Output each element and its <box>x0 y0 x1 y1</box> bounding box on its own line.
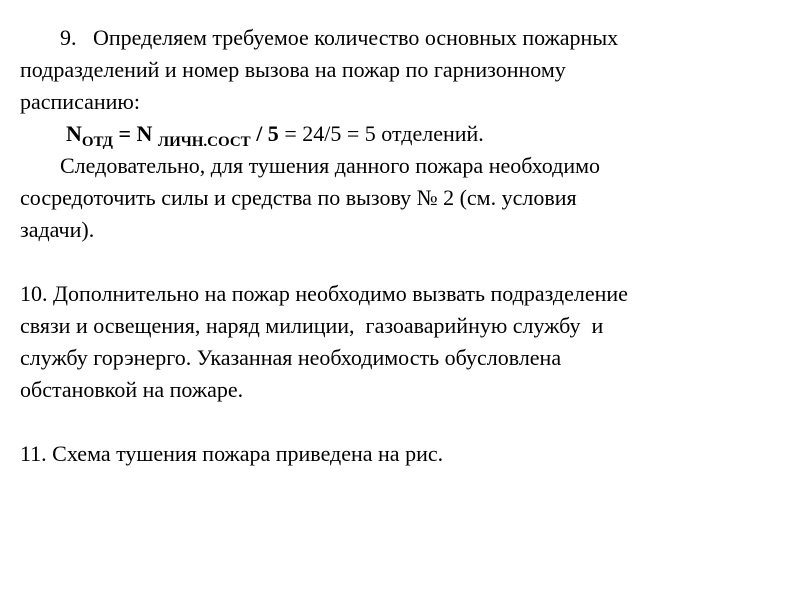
conclusion-line-2: сосредоточить силы и средства по вызову № 2 (см. условия <box>20 185 577 210</box>
item-9-number: 9. <box>60 25 77 50</box>
formula-n-symbol: N <box>66 121 82 146</box>
formula-sub-lichn: ЛИЧН.СОСТ <box>157 134 251 150</box>
item-10-line-1: 10. Дополнительно на пожар необходимо вызвать подразделение <box>20 281 628 306</box>
formula-equals-n: = N <box>112 121 158 146</box>
item-9-line-1 <box>60 22 618 54</box>
item-9-line-2: подразделений и номер вызова на пожар по гарнизонному <box>20 57 566 82</box>
item-10-line-4: обстановкой на пожаре. <box>20 377 244 402</box>
formula-line <box>66 118 484 150</box>
item-9-heading-text: Определяем требуемое количество основных пожарных <box>93 25 619 50</box>
conclusion-line-3: задачи). <box>20 217 95 242</box>
item-9-line-3: расписанию: <box>20 89 140 114</box>
formula-sub-otd: ОТД <box>81 134 113 150</box>
conclusion-line-1: Следовательно, для тушения данного пожара необходимо <box>60 153 601 178</box>
item-10-line-2: связи и освещения, наряд милиции, газоаварийную службу и <box>20 313 604 338</box>
item-11-line-1: 11. Схема тушения пожара приведена на рис. <box>20 441 444 466</box>
item-10-line-3: службу горэнерго. Указанная необходимость обусловлена <box>20 345 562 370</box>
formula-divisor: / 5 <box>250 121 279 146</box>
formula-result: = 24/5 = 5 отделений. <box>278 121 484 146</box>
